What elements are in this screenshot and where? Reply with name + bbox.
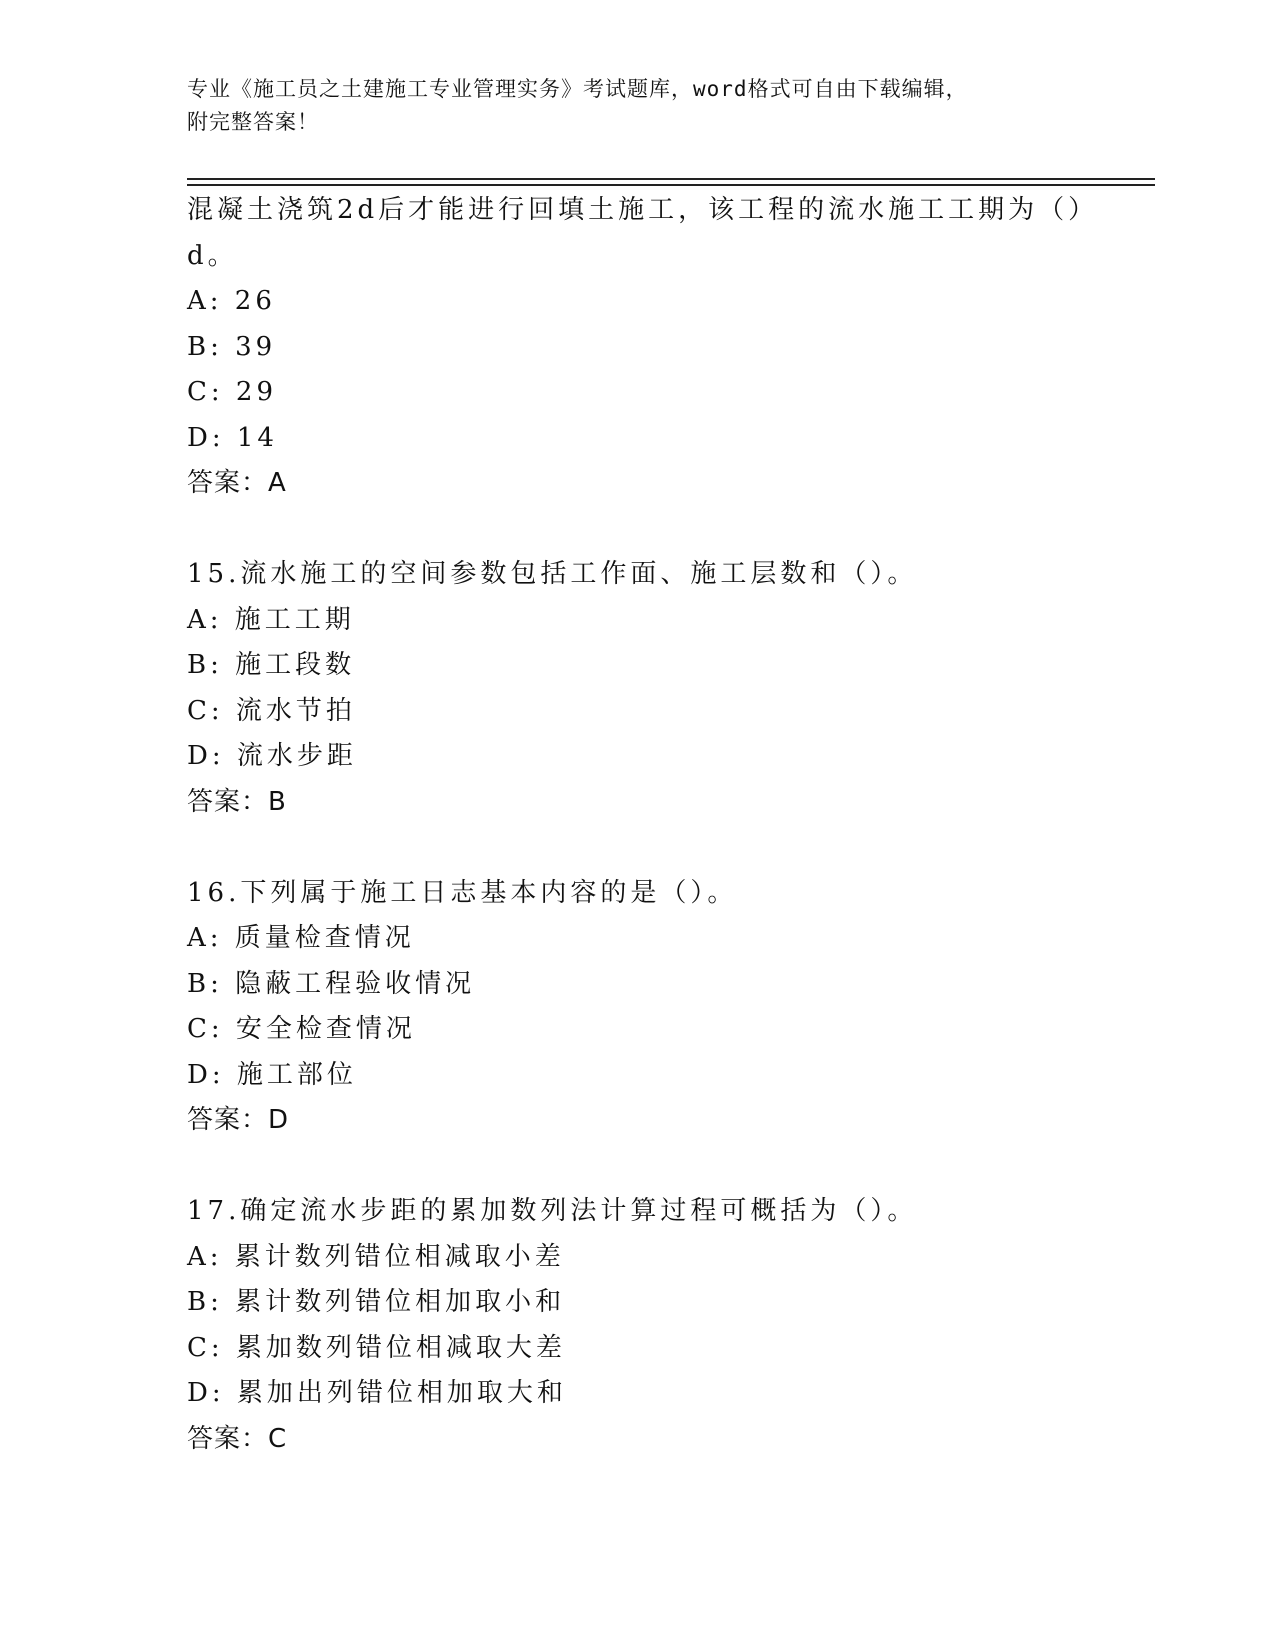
option-b: B: 累计数列错位相加取小和 [187, 1287, 566, 1317]
header-divider-bottom [187, 184, 1155, 186]
option-d: D: 流水步距 [187, 741, 357, 771]
option-c: C: 29 [187, 377, 278, 407]
option-d: D: 施工部位 [187, 1059, 357, 1090]
answer: 答案：D [187, 1105, 290, 1135]
question-stem: 15.流水施工的空间参数包括工作面、施工层数和（）。 [187, 559, 918, 589]
option-a: A: 累计数列错位相减取小差 [187, 1241, 565, 1272]
option-d: D: 14 [187, 422, 278, 453]
question-stem: 混凝土浇筑2d后才能进行回填土施工，该工程的流水施工工期为（） [187, 195, 1099, 225]
answer: 答案：A [187, 468, 287, 498]
option-c: C: 累加数列错位相减取大差 [187, 1332, 566, 1363]
header-line-2: 附完整答案！ [187, 110, 319, 134]
answer: 答案：B [187, 786, 287, 817]
question-stem: 16.下列属于施工日志基本内容的是（）。 [187, 877, 738, 908]
question-block-15 [187, 552, 1107, 825]
question-block-17 [187, 1189, 1107, 1462]
question-stem-continued: d。 [187, 240, 238, 271]
option-c: C: 安全检查情况 [187, 1014, 416, 1044]
option-b: B: 施工段数 [187, 650, 356, 680]
question-list [187, 188, 1107, 1462]
option-b: B: 39 [187, 331, 277, 362]
option-d: D: 累加出列错位相加取大和 [187, 1378, 567, 1408]
option-a: A: 施工工期 [187, 604, 355, 635]
option-a: A: 质量检查情况 [187, 923, 415, 953]
document-header [187, 73, 1067, 139]
question-block-14 [187, 188, 1107, 507]
option-c: C: 流水节拍 [187, 695, 356, 726]
answer: 答案：C [187, 1423, 288, 1454]
question-block-16 [187, 871, 1107, 1144]
option-a: A: 26 [187, 286, 276, 316]
header-divider-top [187, 178, 1155, 180]
header-line-1: 专业《施工员之土建施工专业管理实务》考试题库，word格式可自由下载编辑， [187, 77, 968, 101]
option-b: B: 隐蔽工程验收情况 [187, 968, 476, 999]
question-stem: 17.确定流水步距的累加数列法计算过程可概括为（）。 [187, 1196, 918, 1226]
